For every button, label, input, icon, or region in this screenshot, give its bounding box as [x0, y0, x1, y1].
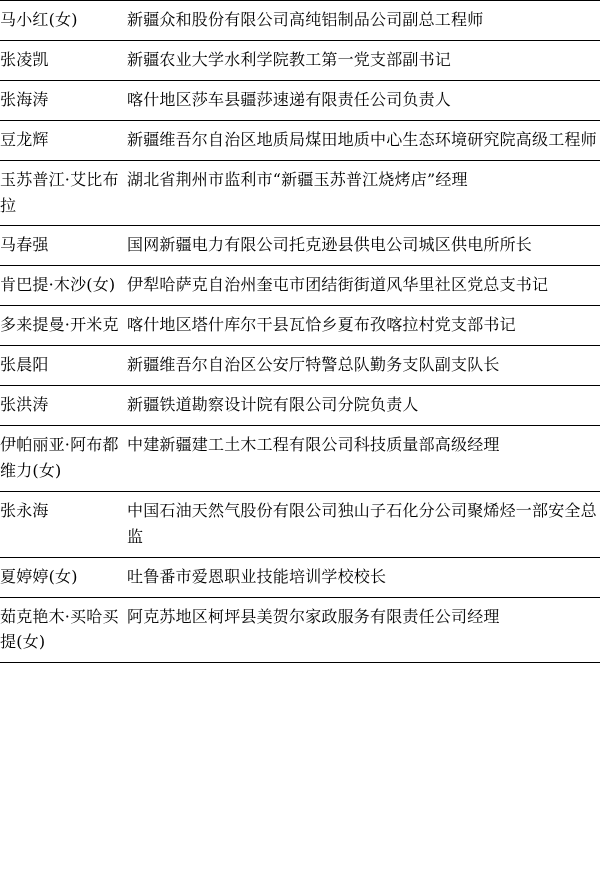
- table-row: [0, 266, 600, 306]
- table-row: [0, 226, 600, 266]
- table-row: [0, 160, 600, 226]
- recipient-description: 伊犁哈萨克自治州奎屯市团结街街道风华里社区党总支书记: [127, 275, 549, 295]
- recipient-name: 茹克艳木·买哈买提(女): [0, 606, 119, 652]
- recipient-description: 中建新疆建工土木工程有限公司科技质量部高级经理: [127, 434, 500, 454]
- recipient-description: 新疆众和股份有限公司高纯铝制品公司副总工程师: [127, 10, 484, 29]
- recipient-name: 多来提曼·开米克: [0, 315, 119, 335]
- recipient-description: 新疆铁道勘察设计院有限公司分院负责人: [127, 395, 419, 415]
- recipient-description: 吐鲁番市爱恩职业技能培训学校校长: [127, 566, 387, 586]
- recipient-description: 喀什地区塔什库尔干县瓦恰乡夏布孜喀拉村党支部书记: [127, 315, 516, 335]
- table-row: [0, 80, 600, 120]
- table-row: [0, 491, 600, 557]
- recipient-name: 伊帕丽亚·阿布都维力(女): [0, 434, 119, 480]
- recipient-name: 马小红(女): [0, 10, 78, 29]
- recipient-name: 张晨阳: [0, 355, 49, 375]
- recipient-description: 新疆维吾尔自治区地质局煤田地质中心生态环境研究院高级工程师: [127, 129, 597, 149]
- recipient-name: 肯巴提·木沙(女): [0, 275, 116, 295]
- recipient-name: 夏婷婷(女): [0, 566, 78, 586]
- recipient-description: 中国石油天然气股份有限公司独山子石化分公司聚烯烃一部安全总监: [127, 500, 597, 546]
- table-row: [0, 597, 600, 663]
- recipient-name: 张海涛: [0, 89, 49, 109]
- table-row: [0, 425, 600, 491]
- recipient-description: 喀什地区莎车县疆莎速递有限责任公司负责人: [127, 89, 452, 109]
- table-row: [0, 346, 600, 386]
- table-row: [0, 120, 600, 160]
- recipient-name: 豆龙辉: [0, 129, 49, 149]
- recipient-name: 玉苏普江·艾比布拉: [0, 169, 119, 215]
- recipient-description: 新疆农业大学水利学院教工第一党支部副书记: [127, 49, 452, 69]
- table-body: [0, 1, 600, 663]
- recipient-description: 阿克苏地区柯坪县美贺尔家政服务有限责任公司经理: [127, 606, 500, 626]
- recipient-name: 张永海: [0, 500, 49, 520]
- recipient-description: 湖北省荆州市监利市“新疆玉苏普江烧烤店”经理: [127, 169, 468, 189]
- table-row: [0, 557, 600, 597]
- recipient-name: 马春强: [0, 235, 49, 255]
- table-row: [0, 306, 600, 346]
- recipient-name: 张凌凯: [0, 49, 49, 69]
- table-row: [0, 40, 600, 80]
- table-row: [0, 1, 600, 41]
- table-row: [0, 386, 600, 426]
- recipient-description: 国网新疆电力有限公司托克逊县供电公司城区供电所所长: [127, 235, 533, 255]
- recipient-name: 张洪涛: [0, 395, 49, 415]
- recipient-description: 新疆维吾尔自治区公安厅特警总队勤务支队副支队长: [127, 355, 500, 375]
